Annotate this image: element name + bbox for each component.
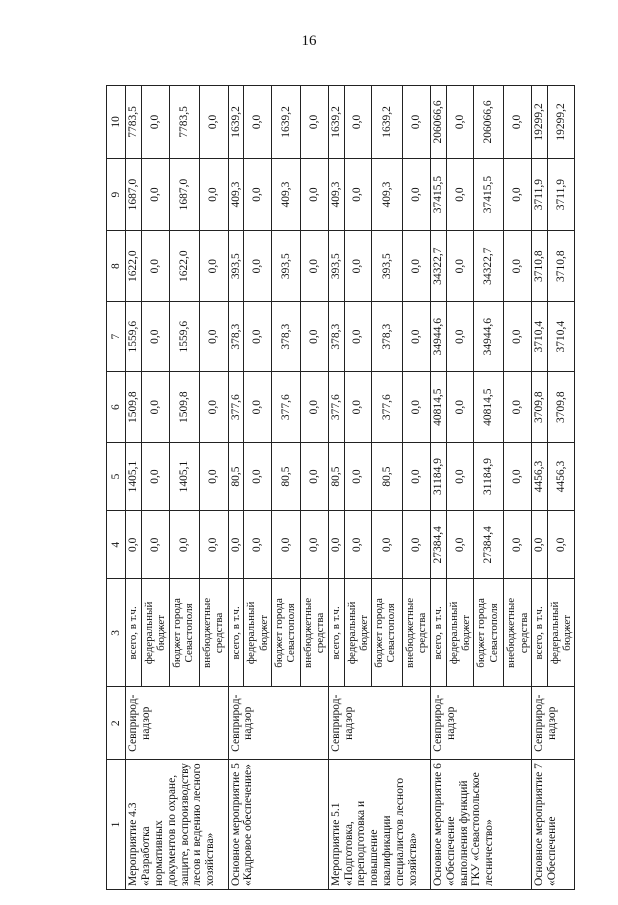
value-cell: 0,0: [504, 511, 532, 579]
value-cell: 0,0: [244, 158, 272, 231]
value-cell: 0,0: [244, 511, 272, 579]
value-cell: 0,0: [126, 511, 142, 579]
value-cell: 0,0: [244, 442, 272, 510]
header-cell: 8: [107, 231, 126, 301]
executor-cell: Севприрод-надзор: [531, 687, 575, 760]
value-cell: 393,5: [272, 231, 301, 301]
value-cell: 1509,8: [169, 372, 199, 442]
value-cell: 0,0: [141, 86, 169, 159]
value-cell: 1639,2: [272, 86, 301, 159]
value-cell: 3710,8: [531, 231, 547, 301]
table-row: [126, 86, 142, 890]
value-cell: 80,5: [372, 442, 403, 510]
value-cell: 31184,9: [474, 442, 504, 510]
value-cell: 34944,6: [430, 301, 446, 371]
value-cell: 0,0: [244, 301, 272, 371]
funding-source-cell: федеральный бюджет: [344, 579, 372, 687]
value-cell: 27384,4: [430, 511, 446, 579]
value-cell: 3710,8: [547, 231, 575, 301]
value-cell: 1639,2: [228, 86, 244, 159]
value-cell: 80,5: [272, 442, 301, 510]
value-cell: 0,0: [199, 511, 228, 579]
value-cell: 0,0: [301, 511, 329, 579]
header-cell: 2: [107, 687, 126, 760]
value-cell: 409,3: [372, 158, 403, 231]
page-number: 16: [301, 33, 317, 49]
value-cell: 0,0: [228, 511, 244, 579]
value-cell: 0,0: [244, 372, 272, 442]
value-cell: 1405,1: [126, 442, 142, 510]
value-cell: 0,0: [169, 511, 199, 579]
funding-source-cell: всего, в т.ч.: [430, 579, 446, 687]
value-cell: 0,0: [199, 301, 228, 371]
header-cell: 7: [107, 301, 126, 371]
value-cell: 0,0: [403, 231, 431, 301]
value-cell: 0,0: [344, 158, 372, 231]
value-cell: 0,0: [344, 86, 372, 159]
value-cell: 0,0: [199, 231, 228, 301]
value-cell: 0,0: [504, 372, 532, 442]
value-cell: 0,0: [344, 301, 372, 371]
table-row: [430, 86, 446, 890]
value-cell: 3711,9: [547, 158, 575, 231]
value-cell: 0,0: [344, 231, 372, 301]
value-cell: 0,0: [301, 372, 329, 442]
value-cell: 0,0: [244, 231, 272, 301]
value-cell: 0,0: [141, 372, 169, 442]
funding-source-cell: бюджет города Севастополя: [372, 579, 403, 687]
value-cell: 0,0: [301, 158, 329, 231]
value-cell: 0,0: [141, 158, 169, 231]
value-cell: 0,0: [403, 86, 431, 159]
value-cell: 80,5: [228, 442, 244, 510]
value-cell: 4456,3: [547, 442, 575, 510]
header-cell: 9: [107, 158, 126, 231]
value-cell: 0,0: [446, 158, 474, 231]
value-cell: 377,6: [372, 372, 403, 442]
executor-cell: Севприрод-надзор: [228, 687, 328, 760]
funding-source-cell: всего, в т.ч.: [126, 579, 142, 687]
value-cell: 0,0: [141, 231, 169, 301]
executor-cell: Севприрод-надзор: [126, 687, 229, 760]
funding-source-cell: федеральный бюджет: [547, 579, 575, 687]
value-cell: 0,0: [547, 511, 575, 579]
value-cell: 0,0: [403, 372, 431, 442]
funding-source-cell: внебюджетные средства: [199, 579, 228, 687]
value-cell: 19299,2: [547, 86, 575, 159]
funding-source-cell: федеральный бюджет: [244, 579, 272, 687]
value-cell: 0,0: [301, 301, 329, 371]
value-cell: 0,0: [301, 442, 329, 510]
table-body: [126, 86, 575, 890]
funding-source-cell: внебюджетные средства: [301, 579, 329, 687]
funding-source-cell: федеральный бюджет: [141, 579, 169, 687]
rotated-table-frame: [106, 85, 574, 890]
value-cell: 1639,2: [372, 86, 403, 159]
value-cell: 377,6: [328, 372, 344, 442]
value-cell: 0,0: [531, 511, 547, 579]
value-cell: 1622,0: [169, 231, 199, 301]
value-cell: 0,0: [141, 442, 169, 510]
value-cell: 0,0: [141, 301, 169, 371]
executor-cell: Севприрод-надзор: [328, 687, 430, 760]
value-cell: 0,0: [446, 301, 474, 371]
value-cell: 7783,5: [126, 86, 142, 159]
value-cell: 0,0: [504, 86, 532, 159]
funding-source-cell: всего, в т.ч.: [228, 579, 244, 687]
value-cell: 1639,2: [328, 86, 344, 159]
value-cell: 3711,9: [531, 158, 547, 231]
measure-name-cell: Основное мероприятие 6 «Обеспечение выполнения функций ГКУ «Севастопольское лесничество»: [430, 760, 531, 890]
value-cell: 31184,9: [430, 442, 446, 510]
value-cell: 206066,6: [430, 86, 446, 159]
value-cell: 0,0: [272, 511, 301, 579]
value-cell: 1559,6: [169, 301, 199, 371]
value-cell: 80,5: [328, 442, 344, 510]
value-cell: 409,3: [228, 158, 244, 231]
funding-source-cell: бюджет города Севастополя: [169, 579, 199, 687]
header-cell: 10: [107, 86, 126, 159]
value-cell: 378,3: [272, 301, 301, 371]
value-cell: 378,3: [228, 301, 244, 371]
value-cell: 0,0: [199, 158, 228, 231]
value-cell: 409,3: [272, 158, 301, 231]
value-cell: 0,0: [141, 511, 169, 579]
value-cell: 37415,5: [430, 158, 446, 231]
value-cell: 0,0: [301, 86, 329, 159]
value-cell: 0,0: [199, 372, 228, 442]
value-cell: 1559,6: [126, 301, 142, 371]
value-cell: 1509,8: [126, 372, 142, 442]
value-cell: 1687,0: [126, 158, 142, 231]
value-cell: 0,0: [504, 231, 532, 301]
value-cell: 3710,4: [547, 301, 575, 371]
value-cell: 0,0: [344, 442, 372, 510]
table-row: [228, 86, 244, 890]
value-cell: 37415,5: [474, 158, 504, 231]
measure-name-cell: Мероприятие 4.3 «Разработка нормативных документов по охране, защите, воспроизводству лесов и ведению лесного хозяйства»: [126, 760, 229, 890]
value-cell: 1687,0: [169, 158, 199, 231]
value-cell: 0,0: [504, 158, 532, 231]
funding-source-cell: внебюджетные средства: [403, 579, 431, 687]
value-cell: 378,3: [372, 301, 403, 371]
value-cell: 27384,4: [474, 511, 504, 579]
value-cell: 0,0: [403, 511, 431, 579]
table-row: [531, 86, 547, 890]
value-cell: 0,0: [199, 86, 228, 159]
value-cell: 393,5: [228, 231, 244, 301]
value-cell: 0,0: [301, 231, 329, 301]
header-cell: 4: [107, 511, 126, 579]
value-cell: 0,0: [446, 86, 474, 159]
value-cell: 0,0: [344, 372, 372, 442]
value-cell: 393,5: [372, 231, 403, 301]
header-row: [107, 86, 126, 890]
funding-source-cell: внебюджетные средства: [504, 579, 532, 687]
value-cell: 0,0: [244, 86, 272, 159]
value-cell: 3710,4: [531, 301, 547, 371]
funding-source-cell: бюджет города Севастополя: [272, 579, 301, 687]
header-cell: 3: [107, 579, 126, 687]
value-cell: 0,0: [199, 442, 228, 510]
value-cell: 206066,6: [474, 86, 504, 159]
value-cell: 34944,6: [474, 301, 504, 371]
value-cell: 0,0: [344, 511, 372, 579]
value-cell: 40814,5: [430, 372, 446, 442]
value-cell: 0,0: [446, 442, 474, 510]
value-cell: 1622,0: [126, 231, 142, 301]
value-cell: 40814,5: [474, 372, 504, 442]
measure-name-cell: Основное мероприятие 7 «Обеспечение: [531, 760, 575, 890]
header-cell: 5: [107, 442, 126, 510]
funding-source-cell: всего, в т.ч.: [531, 579, 547, 687]
value-cell: 7783,5: [169, 86, 199, 159]
value-cell: 0,0: [403, 301, 431, 371]
value-cell: 0,0: [403, 442, 431, 510]
value-cell: 0,0: [446, 372, 474, 442]
value-cell: 393,5: [328, 231, 344, 301]
header-cell: 6: [107, 372, 126, 442]
value-cell: 0,0: [328, 511, 344, 579]
value-cell: 0,0: [446, 511, 474, 579]
value-cell: 1405,1: [169, 442, 199, 510]
value-cell: 19299,2: [531, 86, 547, 159]
value-cell: 409,3: [328, 158, 344, 231]
value-cell: 34322,7: [474, 231, 504, 301]
value-cell: 3709,8: [531, 372, 547, 442]
rotated-table-wrapper: [106, 85, 574, 890]
measure-name-cell: Основное мероприятие 5 «Кадровое обеспечение»: [228, 760, 328, 890]
table-row: [328, 86, 344, 890]
executor-cell: Севприрод-надзор: [430, 687, 531, 760]
header-cell: 1: [107, 760, 126, 890]
funding-source-cell: бюджет города Севастополя: [474, 579, 504, 687]
funding-source-cell: всего, в т.ч.: [328, 579, 344, 687]
value-cell: 0,0: [372, 511, 403, 579]
value-cell: 0,0: [504, 301, 532, 371]
value-cell: 377,6: [228, 372, 244, 442]
value-cell: 378,3: [328, 301, 344, 371]
value-cell: 377,6: [272, 372, 301, 442]
value-cell: 0,0: [504, 442, 532, 510]
measure-name-cell: Мероприятие 5.1 «Подготовка, переподготовка и повышение квалификации специалистов лесного хозяйства»: [328, 760, 430, 890]
value-cell: 3709,8: [547, 372, 575, 442]
value-cell: 0,0: [446, 231, 474, 301]
budget-table: [106, 85, 575, 890]
value-cell: 34322,7: [430, 231, 446, 301]
funding-source-cell: федеральный бюджет: [446, 579, 474, 687]
value-cell: 4456,3: [531, 442, 547, 510]
value-cell: 0,0: [403, 158, 431, 231]
